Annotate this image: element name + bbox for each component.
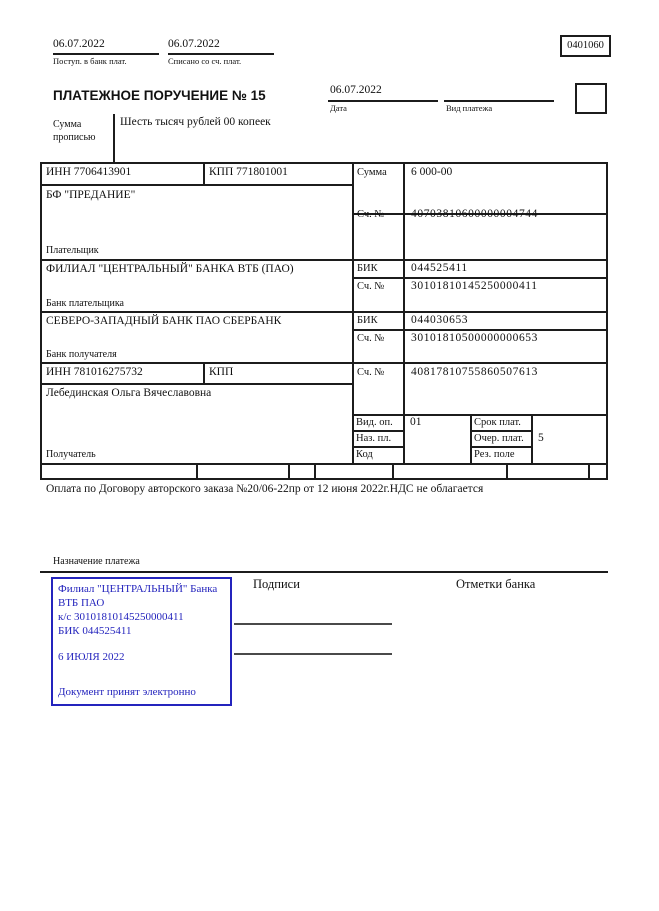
payee-inn: ИНН 781016275732 xyxy=(46,366,143,378)
payee-inn-kpp-divider xyxy=(203,362,205,385)
purpose-section-label: Назначение платежа xyxy=(53,556,140,567)
payerbank-bottom-border xyxy=(40,311,608,313)
payee-bottom-border xyxy=(40,463,608,465)
opblock-right-line1 xyxy=(470,430,533,432)
opblock-line2 xyxy=(352,446,405,448)
opblock-line1 xyxy=(352,430,405,432)
rez-pole-label: Рез. поле xyxy=(474,449,515,460)
sum-label: Сумма xyxy=(357,167,387,178)
opblock-top-border xyxy=(352,414,608,416)
table-bottom-border xyxy=(40,478,608,480)
stamp-line: к/с 30101810145250000411 xyxy=(58,611,184,623)
bank-stamp xyxy=(51,577,232,706)
ocher-plat-value: 5 xyxy=(538,432,544,444)
payer-inn: ИНН 7706413901 xyxy=(46,166,132,178)
srok-plat-label: Срок плат. xyxy=(474,417,521,428)
payer-bank-name: ФИЛИАЛ "ЦЕНТРАЛЬНЫЙ" БАНКА ВТБ (ПАО) xyxy=(46,263,294,275)
payee-inn-row-border xyxy=(40,383,354,385)
extra-row-divider-4 xyxy=(392,463,394,480)
label-value-divider xyxy=(403,162,405,465)
payee-kpp-label: КПП xyxy=(209,366,234,378)
date-label: Дата xyxy=(330,103,347,113)
table-top-border xyxy=(40,162,608,164)
payer-account: 40703810600000004744 xyxy=(411,208,538,220)
payee-name: Лебединская Ольга Вячеславовна xyxy=(46,387,212,399)
debited-date: 06.07.2022 xyxy=(168,38,220,50)
extra-row-divider-1 xyxy=(196,463,198,480)
payee-section-label: Получатель xyxy=(46,449,96,460)
payee-bank-bik-label: БИК xyxy=(357,315,378,326)
signature-line-2 xyxy=(234,653,392,655)
document-title: ПЛАТЕЖНОЕ ПОРУЧЕНИЕ № 15 xyxy=(53,88,266,103)
payee-account: 40817810755860507613 xyxy=(411,366,538,378)
extra-row-divider-2 xyxy=(288,463,290,480)
extra-row-divider-5 xyxy=(506,463,508,480)
payer-bank-account-label: Сч. № xyxy=(357,281,385,292)
payee-bank-name: СЕВЕРО-ЗАПАДНЫЙ БАНК ПАО СБЕРБАНК xyxy=(46,315,282,327)
table-right-border xyxy=(606,162,608,480)
payer-bank-account: 30101810145250000411 xyxy=(411,280,538,292)
opblock-right-line2 xyxy=(470,446,533,448)
payer-name: БФ "ПРЕДАНИЕ" xyxy=(46,189,136,201)
form-code-box: 0401060 xyxy=(560,35,611,57)
bank-marks-label: Отметки банка xyxy=(456,577,536,591)
stamp-line: БИК 044525411 xyxy=(58,625,132,637)
stamp-line: ВТБ ПАО xyxy=(58,597,105,609)
document-date: 06.07.2022 xyxy=(330,84,382,96)
payment-type-underline xyxy=(444,100,554,102)
date-underline xyxy=(328,100,438,102)
table-middle-divider xyxy=(352,162,354,465)
payeebank-bottom-border xyxy=(40,362,608,364)
ocher-plat-label: Очер. плат. xyxy=(474,433,524,444)
stamp-line: Филиал "ЦЕНТРАЛЬНЫЙ" Банка xyxy=(58,583,218,595)
signatures-label: Подписи xyxy=(253,577,300,591)
stamp-line: 6 ИЮЛЯ 2022 xyxy=(58,651,125,663)
stamp-line xyxy=(58,664,228,678)
received-in-bank-label: Поступ. в банк плат. xyxy=(53,56,127,66)
purpose-text: Оплата по Договору авторского заказа №20/06-22пр от 12 июня 2022г.НДС не облагается xyxy=(46,483,484,495)
payer-section-label: Плательщик xyxy=(46,245,99,256)
payeebank-bik-border xyxy=(352,329,608,331)
opblock-right-box-left xyxy=(470,414,472,465)
debited-date-underline xyxy=(168,53,274,55)
payee-bank-account: 30101810500000000653 xyxy=(411,332,538,344)
debited-label: Списано со сч. плат. xyxy=(168,56,242,66)
signature-line-1 xyxy=(234,623,392,625)
purpose-underline xyxy=(40,571,608,573)
payer-kpp: КПП 771801001 xyxy=(209,166,288,178)
payer-bank-bik-label: БИК xyxy=(357,263,378,274)
payee-bank-account-label: Сч. № xyxy=(357,333,385,344)
payer-bank-bik: 044525411 xyxy=(411,262,468,274)
payee-bank-section-label: Банк получателя xyxy=(46,349,117,360)
kod-label: Код xyxy=(356,449,373,460)
priority-box xyxy=(575,83,607,114)
payerbank-bik-border xyxy=(352,277,608,279)
payee-bank-bik: 044030653 xyxy=(411,314,469,326)
amount-words-divider xyxy=(113,114,115,162)
amount-words-value: Шесть тысяч рублей 00 копеек xyxy=(120,116,271,128)
received-date-underline xyxy=(53,53,159,55)
amount-words-label-2: прописью xyxy=(53,132,96,143)
sum-value: 6 000-00 xyxy=(411,166,453,178)
vid-op-value: 01 xyxy=(410,416,422,428)
vid-op-label: Вид. оп. xyxy=(356,417,393,428)
extra-row-divider-6 xyxy=(588,463,590,480)
received-in-bank-date: 06.07.2022 xyxy=(53,38,105,50)
extra-row-divider-3 xyxy=(314,463,316,480)
payer-bottom-border xyxy=(40,259,608,261)
stamp-line: Документ принят электронно xyxy=(58,686,196,698)
payer-inn-kpp-divider xyxy=(203,162,205,186)
naz-pl-label: Наз. пл. xyxy=(356,433,392,444)
inn-row-border xyxy=(40,184,354,186)
payee-account-label: Сч. № xyxy=(357,367,385,378)
payment-type-label: Вид платежа xyxy=(446,103,493,113)
payer-account-label: Сч. № xyxy=(357,209,385,220)
amount-words-label-1: Сумма xyxy=(53,119,82,130)
payer-bank-section-label: Банк плательщика xyxy=(46,298,124,309)
opblock-right-box-right xyxy=(531,414,533,465)
table-left-border xyxy=(40,162,42,480)
